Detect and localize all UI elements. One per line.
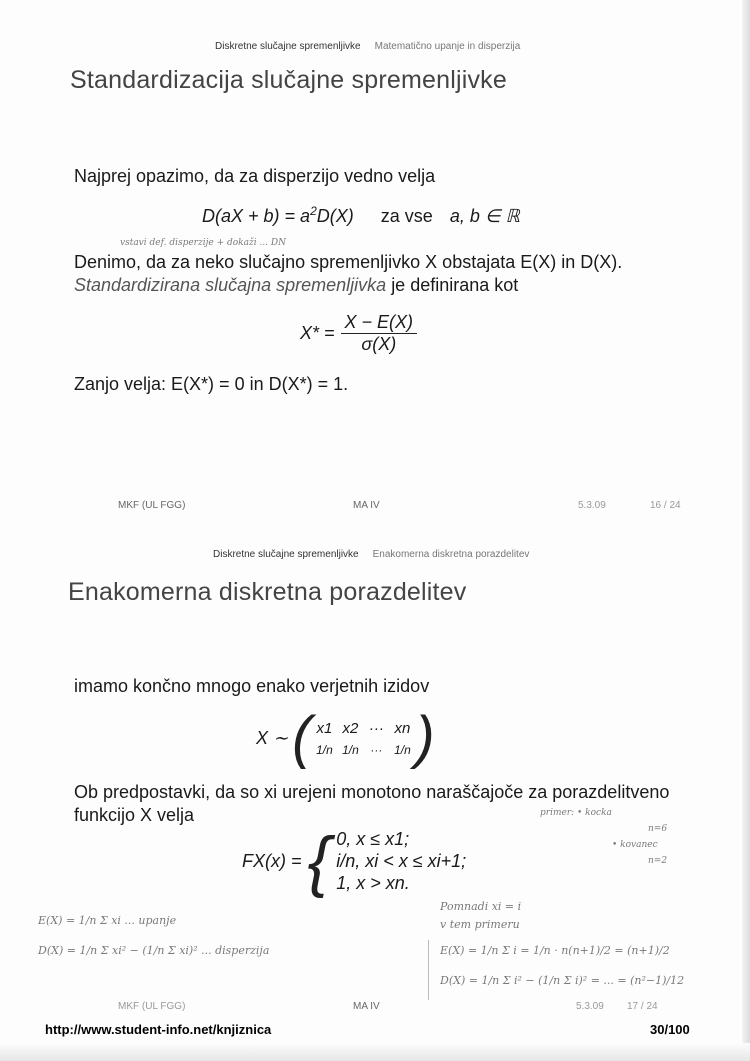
scan-edge-shadow	[742, 0, 750, 1061]
hand-example-2: n=6	[648, 824, 668, 834]
footer-course: MA IV	[353, 1001, 380, 1012]
matrix-cell: x2	[342, 719, 359, 737]
right-paren: )	[415, 705, 435, 770]
matrix-cell: 1/n	[394, 742, 411, 757]
left-brace: {	[307, 823, 331, 899]
hand-example-4: n=2	[648, 856, 668, 866]
formula-set: a, b ∈ ℝ	[449, 206, 520, 226]
cdf-case: 1, x > xn.	[336, 873, 410, 893]
hand-note-2: v tem primeru	[440, 918, 520, 931]
slide2-para2: Ob predpostavki, da so xi urejeni monotono naraščajoče za porazdelitveno	[74, 782, 670, 802]
scan-page-number: 30/100	[650, 1022, 690, 1037]
numerator: X − E(X)	[341, 312, 418, 334]
formula-dispersion	[202, 204, 520, 227]
handwritten-note: vstavi def. disperzije + dokaži ... DN	[120, 238, 286, 248]
slide1-title: Standardizacija slučajne spremenljivke	[70, 66, 507, 94]
footer-date: 5.3.09	[578, 500, 606, 511]
matrix-cell: xn	[394, 719, 411, 737]
matrix-lhs: X ∼	[256, 727, 289, 748]
hand-dispersion: D(X) = 1/n Σ xi² − (1/n Σ xi)² ... disperzija	[38, 944, 270, 957]
hand-divider	[428, 940, 429, 1000]
footer-author: MKF (UL FGG)	[118, 1001, 186, 1012]
matrix-cell: 1/n	[342, 742, 359, 757]
hand-example-1: primer: • kocka	[540, 808, 612, 818]
matrix-cell: x1	[316, 719, 333, 737]
definition-term: Standardizirana slučajna spremenljivka	[74, 275, 387, 295]
cdf-cases	[336, 828, 466, 894]
matrix-body	[311, 720, 415, 757]
footer-date: 5.3.09	[576, 1001, 604, 1012]
slide1-para3	[74, 275, 518, 296]
slide2-title: Enakomerna diskretna porazdelitev	[68, 578, 467, 606]
formula-sup: 2	[310, 204, 317, 218]
slide1-para1: Najprej opazimo, da za disperzijo vedno velja	[74, 166, 436, 186]
watermark-url: http://www.student-info.net/knjiznica	[45, 1022, 272, 1037]
slide2-para1: imamo končno mnogo enako verjetnih izidov	[74, 676, 430, 696]
hand-note-4: D(X) = 1/n Σ i² − (1/n Σ i)² = ... = (n²−1)/12	[440, 974, 685, 987]
denominator: σ(X)	[361, 334, 397, 354]
cdf-lhs: FX(x) =	[242, 850, 302, 871]
hand-expectation: E(X) = 1/n Σ xi ... upanje	[38, 914, 177, 927]
slide1-para4: Zanjo velja: E(X*) = 0 in D(X*) = 1.	[74, 374, 349, 394]
hand-example-3: • kovanec	[612, 840, 658, 850]
cdf-formula	[242, 823, 467, 899]
cdf-case: 0, x ≤ x1;	[336, 829, 410, 849]
matrix-cell: 1/n	[316, 742, 333, 757]
footer-page: 17 / 24	[627, 1001, 658, 1012]
distribution-matrix	[256, 705, 435, 770]
left-paren: (	[292, 705, 312, 770]
slide2-para3: funkcijo X velja	[74, 805, 195, 825]
slide1-para2: Denimo, da za neko slučajno spremenljivko X obstajata E(X) in D(X).	[74, 252, 623, 272]
formula-lhs: X* =	[300, 323, 335, 343]
formula-rhs: D(X)	[316, 206, 354, 226]
slide2-header	[213, 549, 529, 560]
matrix-cell: ···	[368, 719, 384, 737]
header-section: Diskretne slučajne spremenljivke	[213, 549, 359, 560]
footer-page: 16 / 24	[650, 500, 681, 511]
header-subsection: Matematično upanje in disperzija	[374, 41, 521, 52]
formula-lhs: D(aX + b) = a	[202, 206, 311, 226]
slide1-header	[215, 41, 520, 52]
matrix-bottom-row	[311, 743, 415, 757]
formula-condition: za vse	[380, 206, 433, 226]
matrix-cell: ···	[370, 742, 383, 757]
definition-rest: je definirana kot	[391, 275, 519, 295]
hand-note-3: E(X) = 1/n Σ i = 1/n · n(n+1)/2 = (n+1)/2	[440, 944, 670, 957]
header-section: Diskretne slučajne spremenljivke	[215, 41, 361, 52]
formula-standardization	[300, 312, 417, 355]
footer-course: MA IV	[353, 500, 380, 511]
hand-note-1: Pomnadi xi = i	[440, 900, 522, 913]
scan-bottom-shadow	[0, 1043, 750, 1061]
header-subsection: Enakomerna diskretna porazdelitev	[372, 549, 530, 560]
cdf-case: i/n, xi < x ≤ xi+1;	[336, 851, 467, 871]
fraction	[341, 312, 418, 355]
matrix-top-row	[311, 720, 415, 737]
footer-author: MKF (UL FGG)	[118, 500, 186, 511]
